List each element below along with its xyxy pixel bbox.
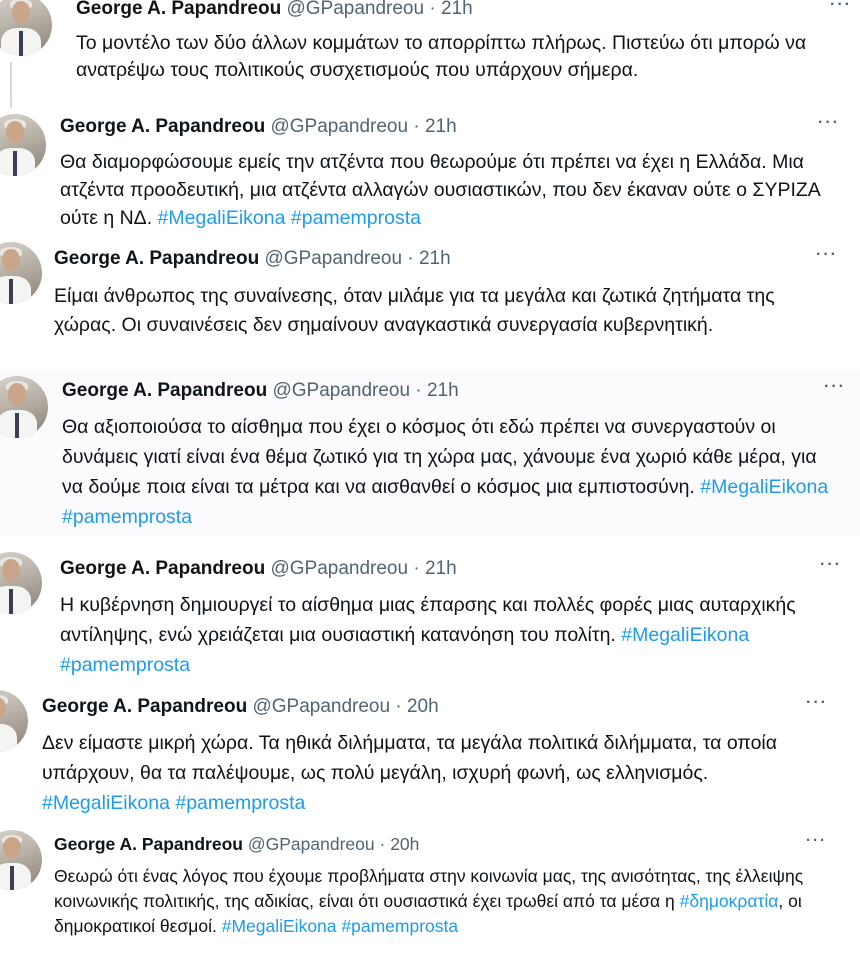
author-handle[interactable]: @GPapandreou (270, 116, 409, 137)
separator-dot: · (415, 380, 422, 401)
avatar[interactable] (0, 690, 28, 752)
more-options-icon[interactable]: ··· (816, 246, 838, 263)
tweet-header (54, 248, 451, 270)
author-name[interactable]: George A. Papandreou (60, 116, 266, 137)
hashtag-link[interactable]: #MegaliEikona (157, 207, 286, 229)
tweet-text: Θα διαμορφώσουμε εμείς την ατζέντα που θεωρούμε ότι πρέπει να έχει η Ελλάδα. Μια ατζέντα προοδευτική, μια ατζέντα αλλαγών ουσιαστικών, που δεν έκαναν ούτε ο ΣΥΡΙΖΑ ούτε η ΝΔ. #MegaliEikona #pamemprosta (60, 151, 820, 229)
author-name[interactable]: George A. Papandreou (60, 558, 266, 579)
author-name[interactable]: George A. Papandreou (76, 0, 282, 19)
author-handle[interactable]: @GPapandreou (252, 696, 391, 717)
author-handle[interactable]: @GPapandreou (264, 248, 403, 269)
author-name[interactable]: George A. Papandreou (42, 696, 248, 717)
tweet-header (42, 696, 439, 718)
tweet-card[interactable] (0, 684, 860, 820)
tweet-text: Δεν είμαστε μικρή χώρα. Τα ηθικά διλήμματα, τα μεγάλα πολιτικά διλήμματα, τα οποία υπάρχουν, θα τα παλέψουμε, ως πολύ μεγάλη, ισχυρή φωνή, ως ελληνισμός. #MegaliEikona #pamemprosta (42, 732, 778, 814)
tweet-time[interactable]: 20h (390, 834, 420, 854)
hashtag-link[interactable]: #pamemprosta (60, 654, 191, 676)
tweet-header (60, 116, 457, 138)
separator-dot: · (407, 248, 414, 269)
tweet-header (76, 0, 473, 20)
author-name[interactable]: George A. Papandreou (62, 380, 268, 401)
author-name[interactable]: George A. Papandreou (54, 248, 260, 269)
tweet-text: Θα αξιοποιούσα το αίσθημα που έχει ο κόσμος ότι εδώ πρέπει να συνεργαστούν οι δυνάμεις γιατί είναι ένα θέμα ζωτικό για τη χώρα μας, χάνουμε ένα χωριό κάθε μέρα, για να δούμε ποια είναι τα μέτρα και να αισθανθεί ο κόσμος μια εμπιστοσύνη. #MegaliEikona #pamemprosta (62, 416, 829, 528)
author-handle[interactable]: @GPapandreou (270, 558, 409, 579)
more-options-icon[interactable]: ··· (820, 556, 842, 573)
hashtag-link[interactable]: #δημοκρατία (679, 891, 779, 911)
tweet-time[interactable]: 21h (424, 116, 457, 137)
tweet-text: Θεωρώ ότι ένας λόγος που έχουμε προβλήματα στην κοινωνία μας, της ανισότητας, της έλλειψης κοινωνικής πολιτικής, της αδικίας, είναι ότι ουσιαστικά έχει τρωθεί από τα μέσα η #δημοκρατία, οι δημοκρατικοί θεσμοί. #MegaliEikona #pamemprosta (54, 866, 804, 936)
avatar[interactable] (0, 242, 42, 304)
separator-dot: · (379, 834, 386, 854)
hashtag-link[interactable]: #MegaliEikona (42, 792, 170, 814)
tweet-card[interactable] (0, 0, 860, 108)
tweet-card[interactable] (0, 234, 860, 370)
avatar[interactable] (0, 376, 48, 438)
tweet-card[interactable] (0, 546, 860, 684)
more-options-icon[interactable]: ··· (830, 0, 852, 13)
author-handle[interactable]: @GPapandreou (272, 380, 411, 401)
tweet-header (60, 558, 457, 580)
tweet-time[interactable]: 21h (426, 380, 459, 401)
tweet-text: Η κυβέρνηση δημιουργεί το αίσθημα μιας έπαρσης και πολλές φορές μιας αυταρχικής αντίληψης, ενώ χρειάζεται μια ουσιαστική κατανόηση του πολίτη. #MegaliEikona #pamemprosta (60, 594, 796, 676)
tweet-time[interactable]: 21h (424, 558, 457, 579)
tweet-header (54, 834, 419, 855)
tweet-text: Είμαι άνθρωπος της συναίνεσης, όταν μιλάμε για τα μεγάλα και ζωτικά ζητήματα της χώρας. Οι συναινέσεις δεν σημαίνουν αναγκαστικά συνεργασία κυβερνητική. (54, 285, 775, 336)
more-options-icon[interactable]: ··· (806, 832, 827, 849)
tweet-header (62, 380, 459, 402)
author-name[interactable]: George A. Papandreou (54, 834, 243, 854)
more-options-icon[interactable]: ··· (806, 694, 828, 711)
tweet-card[interactable] (0, 370, 860, 536)
hashtag-link[interactable]: #MegaliEikona (621, 624, 750, 646)
author-handle[interactable]: @GPapandreou (286, 0, 425, 19)
avatar[interactable] (0, 552, 42, 614)
separator-dot: · (413, 116, 420, 137)
hashtag-link[interactable]: #pamemprosta (62, 506, 193, 528)
tweet-time[interactable]: 21h (440, 0, 473, 19)
tweet-text: Το μοντέλο των δύο άλλων κομμάτων το απορρίπτω πλήρως. Πιστεύω ότι μπορώ να ανατρέψω τους πολιτικούς συσχετισμούς που υπάρχουν σήμερα. (76, 32, 807, 81)
hashtag-link[interactable]: #MegaliEikona (221, 916, 337, 936)
separator-dot: · (413, 558, 420, 579)
author-handle[interactable]: @GPapandreou (247, 834, 375, 854)
hashtag-link[interactable]: #MegaliEikona (700, 476, 829, 498)
separator-dot: · (429, 0, 436, 19)
thread-line (10, 62, 12, 108)
tweet-card[interactable] (0, 820, 860, 960)
hashtag-link[interactable]: #pamemprosta (341, 916, 459, 936)
tweet-card[interactable] (0, 108, 860, 234)
hashtag-link[interactable]: #pamemprosta (175, 792, 306, 814)
more-options-icon[interactable]: ··· (824, 378, 846, 395)
avatar[interactable] (0, 830, 42, 890)
separator-dot: · (395, 696, 402, 717)
avatar[interactable] (0, 114, 46, 176)
tweet-time[interactable]: 21h (418, 248, 451, 269)
avatar[interactable] (0, 0, 52, 56)
more-options-icon[interactable]: ··· (818, 114, 840, 131)
hashtag-link[interactable]: #pamemprosta (290, 207, 421, 229)
tweet-time[interactable]: 20h (406, 696, 439, 717)
